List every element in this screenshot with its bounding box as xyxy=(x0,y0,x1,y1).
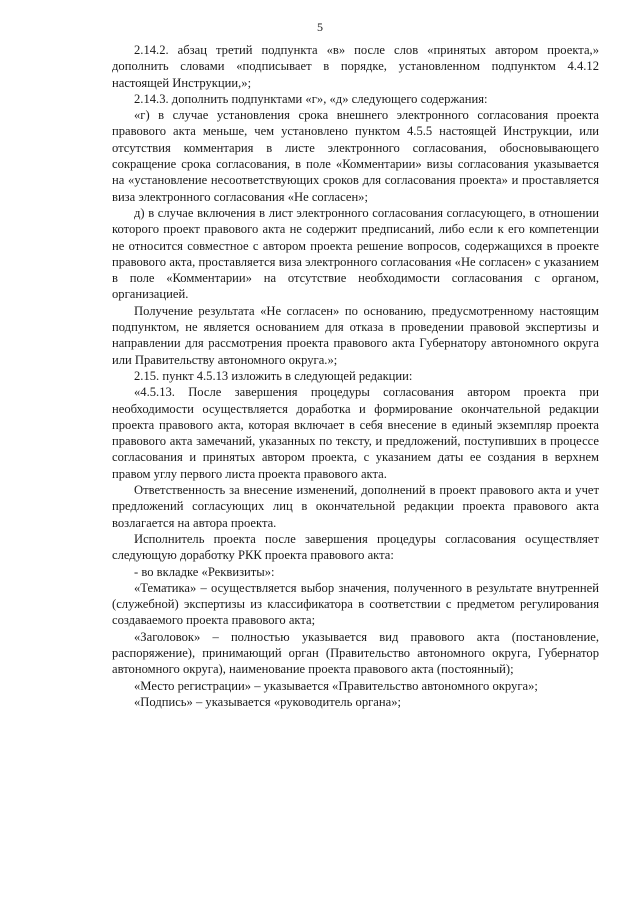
paragraph-executor: Исполнитель проекта после завершения процедуры согласования осуществляет следующую доработку РКК проекта правового акта: xyxy=(112,531,599,563)
paragraph-topic: «Тематика» – осуществляется выбор значения, полученного в результате внутренней (служебной) экспертизы из классификатора в соответствии с предметом регулирования создаваемого проекта правового акта; xyxy=(112,580,599,628)
paragraph-signature: «Подпись» – указывается «руководитель органа»; xyxy=(134,694,402,709)
paragraph-subitem-d: д) в случае включения в лист электронного согласования согласующего, в отношении которого проект правового акта не содержит предписаний, либо если к его компетенции не относится совместное с автором проекта решение вопросов, содержащихся в проекте правового акта, проставляется виза электронного согласования «Не согласен» с указанием в поле «Комментарии» на отсутствие необходимости согласования с органом, организацией. xyxy=(112,205,599,302)
paragraph-heading: «Заголовок» – полностью указывается вид правового акта (постановление, распоряжение), принимающий орган (Правительство автономного округа, Губернатор автономного округа), наименование проекта правового акта (постоянный); xyxy=(112,629,599,677)
paragraph-registration-place: «Место регистрации» – указывается «Правительство автономного округа»; xyxy=(134,678,538,693)
paragraph-4-5-13: «4.5.13. После завершения процедуры согласования автором проекта при необходимости осуществляется доработка и формирование окончательной редакции проекта правового акта, которая включает в себя внесение в единый экземпляр проекта правового акта замечаний, указанных по тексту, и предложений, поступивших в процессе согласования и принятых автором проекта, с указанием даты ее создания в верхнем правом углу первого листа проекта правового акта. xyxy=(112,385,599,481)
paragraph-requisites-tab: - во вкладке «Реквизиты»: xyxy=(134,564,275,579)
document-body xyxy=(112,42,599,710)
paragraph-2-14-3: 2.14.3. дополнить подпунктами «г», «д» следующего содержания: xyxy=(134,91,488,106)
paragraph-responsibility: Ответственность за внесение изменений, дополнений в проект правового акта и учет предложений согласующих лиц в окончательной редакции проекта правового акта возлагается на автора проекта. xyxy=(112,483,599,530)
paragraph-2-14-2: 2.14.2. абзац третий подпункта «в» после слов «принятых автором проекта,» дополнить словами «подписывает в порядке, установленном подпунктом 4.4.12 настоящей Инструкции,»; xyxy=(112,43,599,90)
paragraph-subitem-g: «г) в случае установления срока внешнего электронного согласования проекта правового акта меньше, чем установлено пунктом 4.5.5 настоящей Инструкции, или отсутствия комментария в листе электронного согласования, обосновывающего сокращение срока согласования, в поле «Комментарии» визы согласования указывается на «установление несоответствующих сроков для согласования проекта» и проставляется виза электронного согласования «Не согласен»; xyxy=(112,108,599,204)
paragraph-result-not-agreed: Получение результата «Не согласен» по основанию, предусмотренному настоящим подпунктом, не является основанием для отказа в проведении правовой экспертизы и направлении для рассмотрения проекта правового акта Губернатору автономного округа или Правительству автономного округа.»; xyxy=(112,303,599,367)
paragraph-2-15: 2.15. пункт 4.5.13 изложить в следующей редакции: xyxy=(134,368,413,383)
page-number: 5 xyxy=(317,20,323,34)
